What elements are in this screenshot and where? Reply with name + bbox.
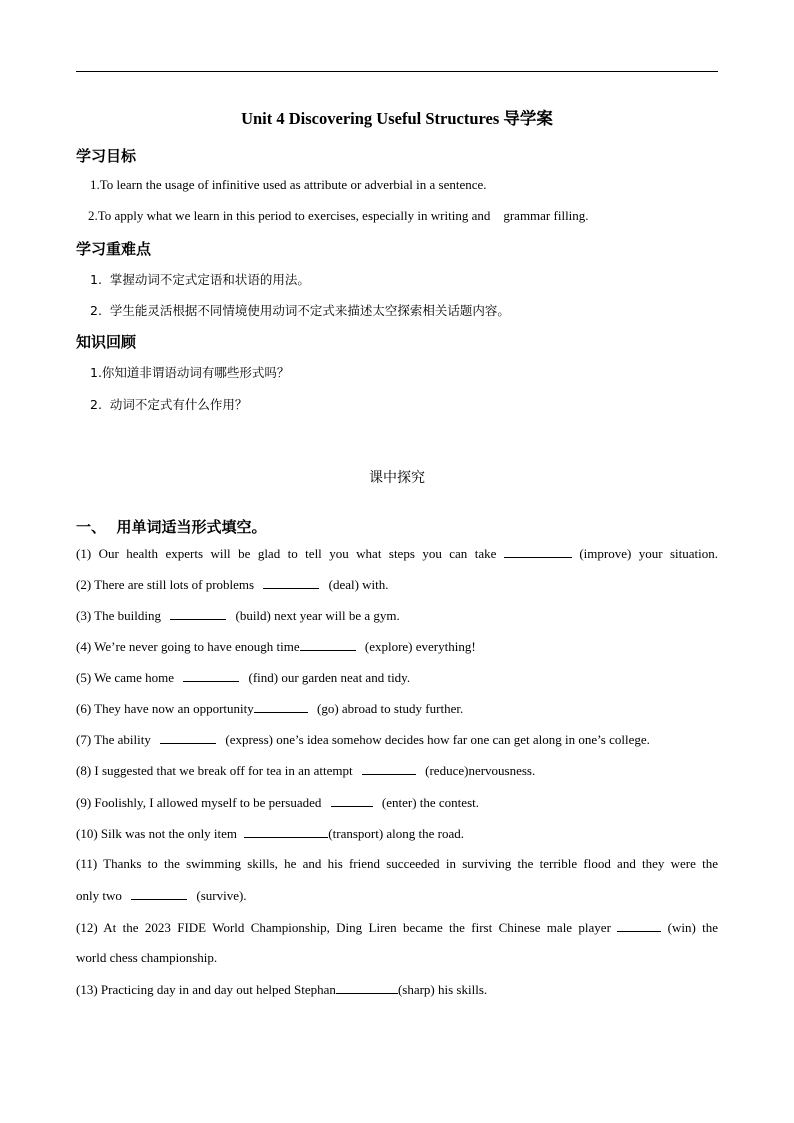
question-text: (1) Our health experts will be glad to tell you what steps you can take <box>76 546 497 561</box>
key-points-heading: 学习重难点 <box>76 240 152 258</box>
answer-blank[interactable] <box>331 794 373 807</box>
answer-blank[interactable] <box>183 669 239 682</box>
question-text: (2) There are still lots of problems <box>76 577 255 592</box>
question-12-line-2: world chess championship. <box>76 950 218 965</box>
key-point-item: 1. 掌握动词不定式定语和状语的用法。 <box>90 272 310 287</box>
question-hint: (find) our garden neat and tidy. <box>248 670 411 685</box>
question-3 <box>76 607 400 624</box>
question-4 <box>76 638 476 655</box>
review-heading: 知识回顾 <box>76 333 137 351</box>
answer-blank[interactable] <box>263 576 319 589</box>
question-text: (10) Silk was not the only item <box>76 826 238 841</box>
question-text: (3) The building <box>76 608 161 623</box>
question-text: (4) We’re never going to have enough time <box>76 639 300 654</box>
question-text: (8) I suggested that we break off for tea in an attempt <box>76 763 353 778</box>
question-hint: (enter) the contest. <box>381 795 479 810</box>
class-section-title: 课中探究 <box>369 470 425 486</box>
question-hint: (transport) along the road. <box>328 826 465 841</box>
document-title: Unit 4 Discovering Useful Structures 导学案 <box>241 109 553 128</box>
answer-blank[interactable] <box>254 700 308 713</box>
question-hint: (win) the <box>667 920 719 935</box>
question-12-line-1 <box>76 919 718 936</box>
question-10 <box>76 825 464 842</box>
key-point-item: 2. 学生能灵活根据不同情境使用动词不定式来描述太空探索相关话题内容。 <box>90 303 510 318</box>
question-hint: (improve) your situation. <box>579 546 719 561</box>
objective-item: 1.To learn the usage of infinitive used as attribute or adverbial in a sentence. <box>90 177 487 192</box>
question-hint: (go) abroad to study further. <box>317 701 464 716</box>
question-6 <box>76 700 463 717</box>
question-hint: (explore) everything! <box>364 639 476 654</box>
answer-blank[interactable] <box>362 762 416 775</box>
question-text: (13) Practicing day in and day out helped Stephan <box>76 982 336 997</box>
question-5 <box>76 669 410 686</box>
question-hint: (deal) with. <box>328 577 389 592</box>
question-text: (9) Foolishly, I allowed myself to be persuaded <box>76 795 322 810</box>
answer-blank[interactable] <box>617 919 661 932</box>
question-2 <box>76 576 389 593</box>
answer-blank[interactable] <box>504 545 572 558</box>
answer-blank[interactable] <box>300 638 356 651</box>
question-hint: (survive). <box>196 888 247 903</box>
question-text: only two <box>76 888 122 903</box>
objective-item: 2.To apply what we learn in this period to exercises, especially in writing and grammar filling. <box>88 208 589 223</box>
question-7 <box>76 731 650 748</box>
objectives-heading: 学习目标 <box>76 147 137 165</box>
question-13 <box>76 981 487 998</box>
answer-blank[interactable] <box>170 607 226 620</box>
question-text: (7) The ability <box>76 732 151 747</box>
question-hint: (build) next year will be a gym. <box>235 608 400 623</box>
question-hint: (sharp) his skills. <box>397 982 488 997</box>
question-1 <box>76 545 718 562</box>
answer-blank[interactable] <box>336 981 398 994</box>
question-11-line-1: (11) Thanks to the swimming skills, he and his friend succeeded in surviving the terrible flood and they were the <box>76 856 718 871</box>
question-hint: (express) one’s idea somehow decides how far one can get along in one’s college. <box>225 732 650 747</box>
review-item: 2. 动词不定式有什么作用？ <box>90 397 248 412</box>
header-rule <box>76 71 718 72</box>
question-text: (6) They have now an opportunity <box>76 701 254 716</box>
question-9 <box>76 794 479 811</box>
review-item: 1.你知道非谓语动词有哪些形式吗？ <box>90 365 290 380</box>
answer-blank[interactable] <box>131 887 187 900</box>
question-text: (12) At the 2023 FIDE World Championship, Ding Liren became the first Chinese male player <box>76 920 611 935</box>
question-text: (5) We came home <box>76 670 174 685</box>
question-hint: (reduce)nervousness. <box>425 763 536 778</box>
exercise-heading: 一、 用单词适当形式填空。 <box>76 518 267 536</box>
answer-blank[interactable] <box>244 825 328 838</box>
question-8 <box>76 762 535 779</box>
answer-blank[interactable] <box>160 731 216 744</box>
question-11-line-2 <box>76 887 247 904</box>
